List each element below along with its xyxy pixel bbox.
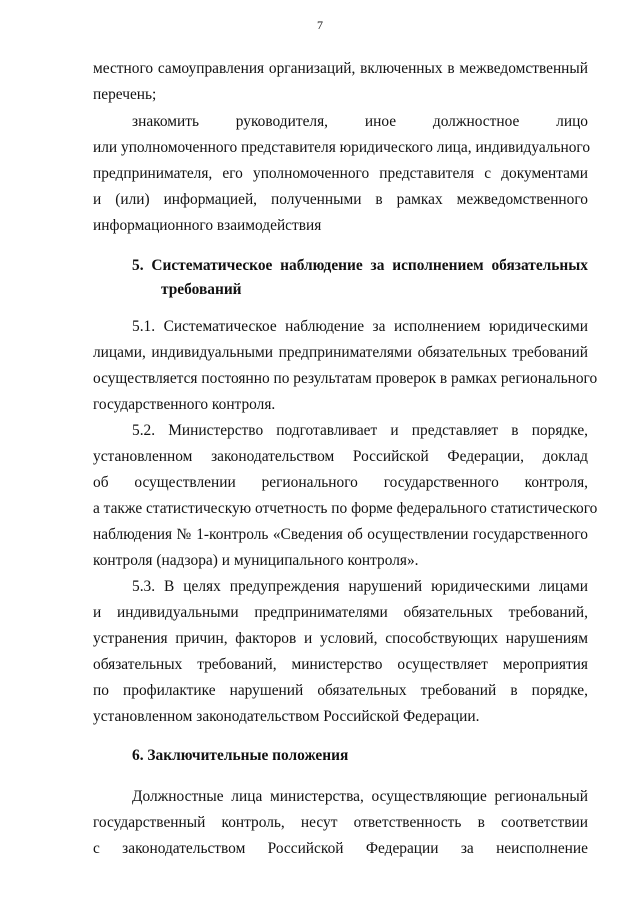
text-line: Должностные лица министерства, осуществляющие региональный [132,788,588,805]
text-line: обязательных требований, министерство осуществляет мероприятия [93,656,588,673]
text-line: с законодательством Российской Федерации за неисполнение [93,840,588,857]
text-line: установленном законодательством Российской Федерации. [93,708,480,725]
section-heading: требований [161,281,242,298]
text-line: осуществляется постоянно по результатам проверок в рамках регионального [93,370,598,387]
text-line: местного самоуправления организаций, включенных в межведомственный [93,60,588,77]
text-line: устранения причин, факторов и условий, способствующих нарушениям [93,630,588,647]
text-line: предпринимателя, его уполномоченного представителя с документами [93,165,588,182]
text-line: 5.3. В целях предупреждения нарушений юридическими лицами [132,578,588,595]
text-line: знакомить руководителя, иное должностное лицо [132,113,588,130]
section-heading: 5. Систематическое наблюдение за исполнением обязательных [132,257,588,274]
text-line: государственного контроля. [93,396,276,413]
text-line: государственный контроль, несут ответственность в соответствии [93,814,588,831]
section-heading: 6. Заключительные положения [132,747,349,764]
text-line: 5.1. Систематическое наблюдение за исполнением юридическими [132,318,588,335]
text-line: и (или) информацией, полученными в рамках межведомственного [93,191,588,208]
text-line: установленном законодательством Российской Федерации, доклад [93,448,588,465]
text-line: об осуществлении регионального государственного контроля, [93,474,588,491]
page-number: 7 [317,18,323,32]
text-line: а также статистическую отчетность по форме федерального статистического [93,500,598,517]
text-line: наблюдения № 1-контроль «Сведения об осуществлении государственного [93,526,588,543]
text-line: информационного взаимодействия [93,217,322,234]
text-line: и индивидуальными предпринимателями обязательных требований, [93,604,588,621]
text-line: перечень; [93,86,157,103]
text-line: лицами, индивидуальными предпринимателями обязательных требований [93,344,588,361]
text-line: или уполномоченного представителя юридического лица, индивидуального [93,139,591,156]
text-line: контроля (надзора) и муниципального контроля». [93,552,419,569]
text-line: по профилактике нарушений обязательных требований в порядке, [93,682,588,699]
text-line: 5.2. Министерство подготавливает и представляет в порядке, [132,422,588,439]
